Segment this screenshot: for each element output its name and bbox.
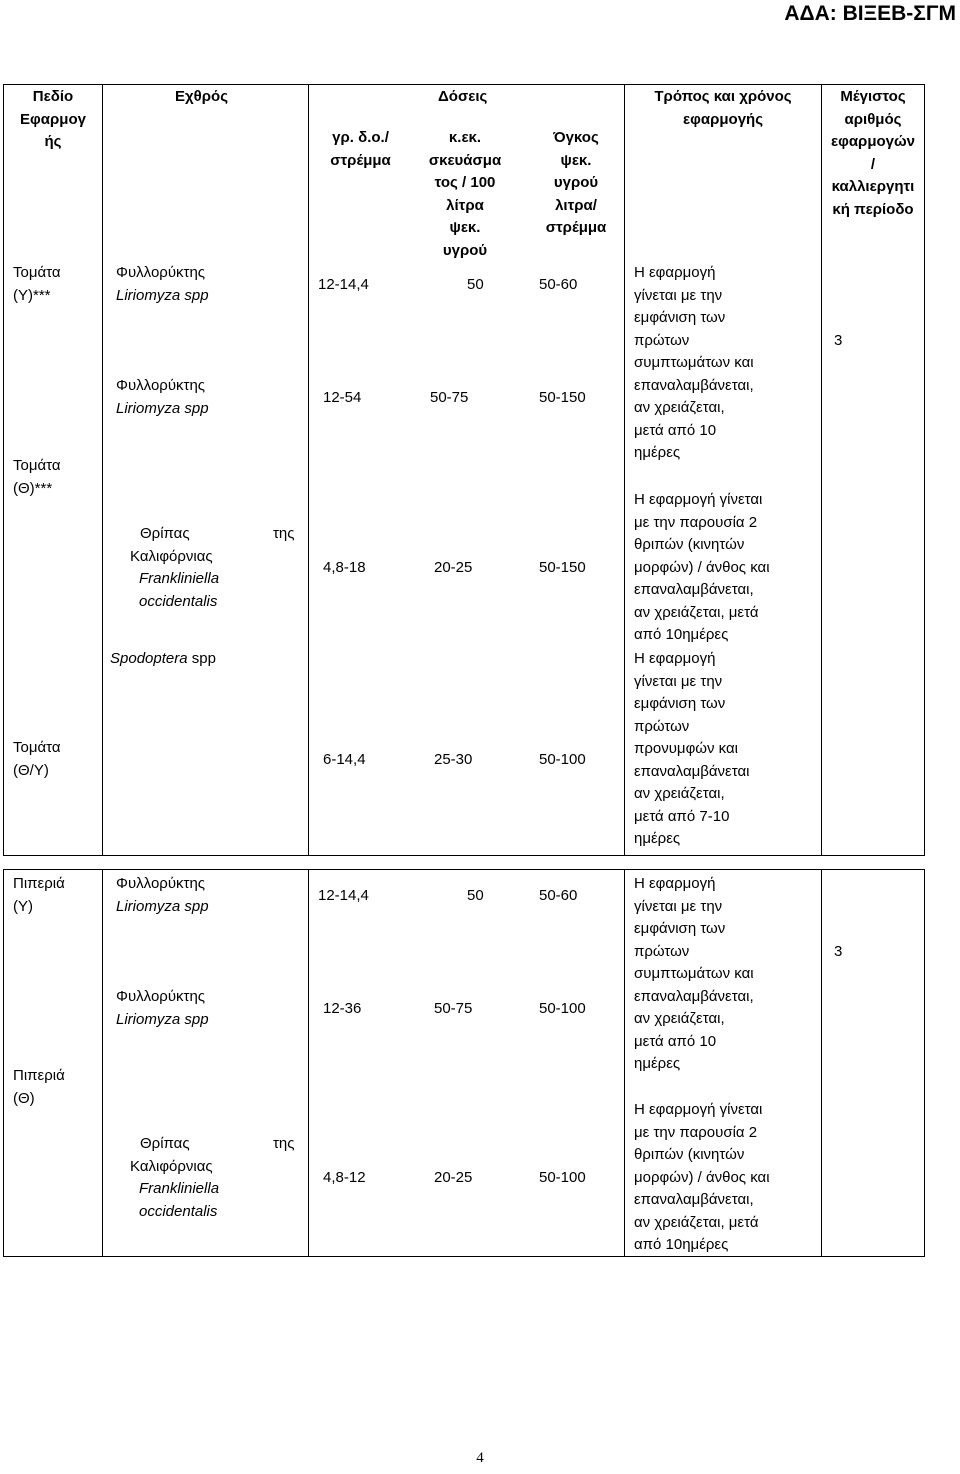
dose-gr-value: 12-14,4 [318, 887, 369, 904]
dose-gr-value: 12-14,4 [318, 276, 369, 293]
doses-column [309, 85, 625, 856]
dose-ke-header: κ.εκ. σκευάσμα τος / 100 λίτρα ψεκ. υγρού [428, 129, 502, 259]
dose-gr-value: 4,8-18 [323, 559, 366, 576]
method-column [625, 85, 822, 856]
dose-volume-value: 50-100 [539, 1000, 586, 1017]
crop-pepper-y: Πιπεριά (Υ) [13, 875, 65, 915]
dose-gr-value: 12-36 [323, 1000, 362, 1017]
dose-gr-value: 12-54 [323, 389, 362, 406]
field-header: Πεδίο Εφαρμογ ής [20, 88, 86, 150]
crop-pepper-th: Πιπεριά (Θ) [13, 1067, 65, 1107]
field-column [4, 85, 103, 856]
dose-gr-header: γρ. δ.ο./ στρέμμα [330, 129, 391, 169]
enemy-leafminer-2: Φυλλορύκτης Liriomyza spp [116, 377, 209, 417]
dose-ke-value: 50-75 [430, 389, 469, 406]
enemy-leafminer-1: Φυλλορύκτης Liriomyza spp [116, 264, 209, 304]
dose-ke-value: 20-25 [434, 1169, 473, 1186]
method-spodoptera: Η εφαρμογή γίνεται με την εμφάνιση των πρώτων προνυμφών και επαναλαμβάνεται αν χρειάζεται, μετά από 7-10 ημέρες [634, 650, 750, 847]
enemy-header: Εχθρός [175, 88, 228, 105]
method-leafminer: Η εφαρμογή γίνεται με την εμφάνιση των πρώτων συμπτωμάτων και επαναλαμβάνεται, αν χρειάζεται, μετά από 10 ημέρες [634, 264, 754, 461]
dose-volume-value: 50-150 [539, 559, 586, 576]
dose-ke-value: 50 [467, 276, 484, 293]
dose-ke-value: 20-25 [434, 559, 473, 576]
enemy-column [103, 870, 309, 1257]
dose-ke-value: 50 [467, 887, 484, 904]
max-apps-value: 3 [834, 943, 843, 960]
max-apps-column [822, 85, 925, 856]
doses-column [309, 870, 625, 1257]
dose-volume-value: 50-100 [539, 751, 586, 768]
dose-volume-value: 50-60 [539, 887, 578, 904]
page-number: 4 [476, 1450, 484, 1466]
dose-volume-value: 50-60 [539, 276, 578, 293]
method-leafminer: Η εφαρμογή γίνεται με την εμφάνιση των πρώτων συμπτωμάτων και επαναλαμβάνεται, αν χρειάζεται, μετά από 10 ημέρες [634, 875, 754, 1072]
tomato-dosage-table [3, 84, 925, 856]
crop-tomato-th: Τομάτα (Θ)*** [13, 457, 61, 497]
dose-gr-value: 6-14,4 [323, 751, 366, 768]
dose-ke-value: 50-75 [434, 1000, 473, 1017]
method-header: Τρόπος και χρόνος εφαρμογής [654, 88, 792, 128]
enemy-leafminer-2: Φυλλορύκτης Liriomyza spp [116, 988, 209, 1028]
document-code: ΑΔΑ: ΒΙΞΕΒ-ΣΓΜ [784, 2, 956, 25]
crop-tomato-thy: Τομάτα (Θ/Υ) [13, 739, 61, 779]
enemy-column [103, 85, 309, 856]
enemy-thrips: Θρίπας της Καλιφόρνιας Frankliniella occidentalis [130, 525, 295, 610]
method-thrips: Η εφαρμογή γίνεται με την παρουσία 2 θριπών (κινητών μορφών) / άνθος και επαναλαμβάνεται, αν χρειάζεται, μετά από 10ημέρες [634, 1101, 770, 1253]
max-apps-value: 3 [834, 332, 843, 349]
enemy-thrips: Θρίπας της Καλιφόρνιας Frankliniella occidentalis [130, 1135, 295, 1220]
max-apps-header: Μέγιστος αριθμός εφαρμογών / καλλιεργητι κή περίοδο [830, 88, 916, 218]
crop-tomato-y: Τομάτα (Υ)*** [13, 264, 61, 304]
dose-volume-header: Όγκος ψεκ. υγρού λιτρα/ στρέμμα [545, 129, 607, 236]
pepper-dosage-table [3, 869, 925, 1257]
dose-volume-value: 50-150 [539, 389, 586, 406]
max-apps-column [822, 870, 925, 1257]
dose-ke-value: 25-30 [434, 751, 473, 768]
doses-header: Δόσεις [438, 88, 488, 105]
enemy-spodoptera: Spodoptera spp [110, 650, 216, 667]
enemy-leafminer-1: Φυλλορύκτης Liriomyza spp [116, 875, 209, 915]
dose-gr-value: 4,8-12 [323, 1169, 366, 1186]
method-column [625, 870, 822, 1257]
method-thrips: Η εφαρμογή γίνεται με την παρουσία 2 θριπών (κινητών μορφών) / άνθος και επαναλαμβάνεται, αν χρειάζεται, μετά από 10ημέρες [634, 491, 770, 643]
field-column [4, 870, 103, 1257]
dose-volume-value: 50-100 [539, 1169, 586, 1186]
